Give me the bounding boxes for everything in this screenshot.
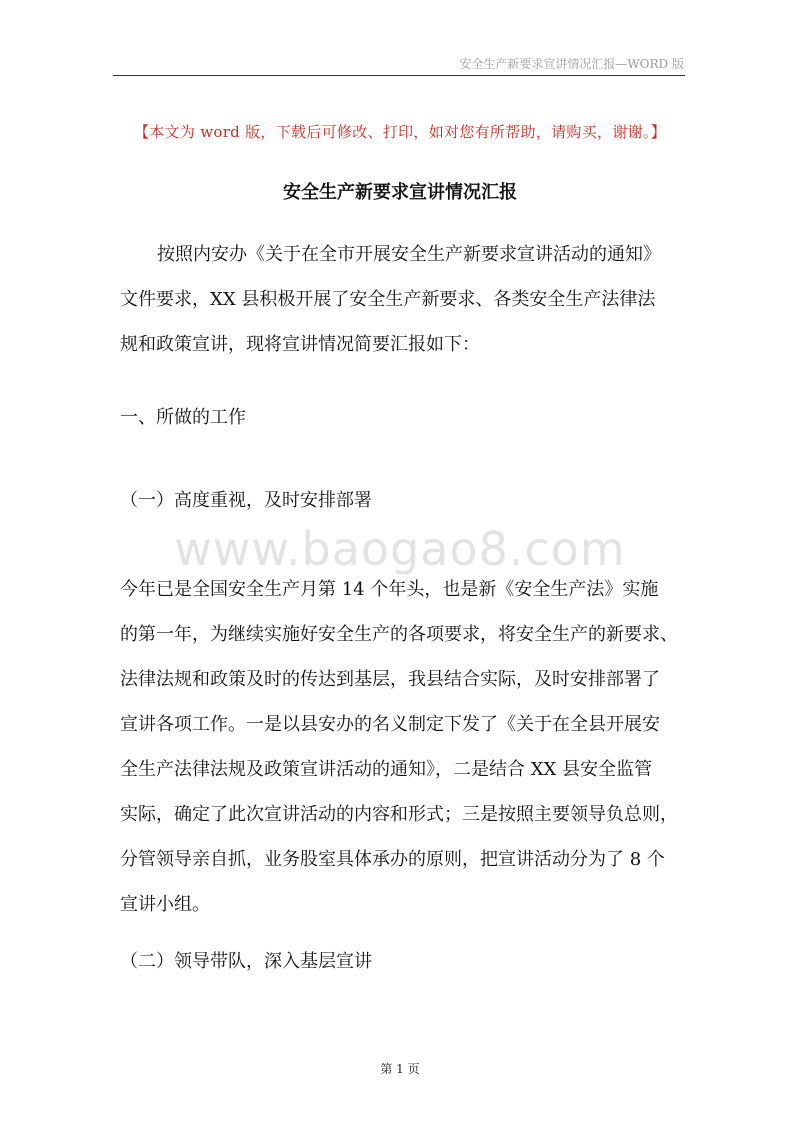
body-line: 的第一年，为继续实施好安全生产的各项要求，将安全生产的新要求、 [120,624,678,645]
download-notice: 【本文为 word 版，下载后可修改、打印，如对您有所帮助，请购买，谢谢。】 [133,123,667,141]
intro-line: 规和政策宣讲，现将宣讲情况简要汇报如下： [120,334,480,355]
watermark: www.baogao8.com [174,522,626,576]
body-line: 法律法规和政策及时的传达到基层，我县结合实际，及时安排部署了 [120,669,660,690]
header-divider [113,75,685,76]
body-line: 宣讲各项工作。一是以县安办的名义制定下发了《关于在全县开展安 [120,714,660,735]
page-number: 第 1 页 [380,1062,420,1076]
intro-paragraph [120,232,685,367]
intro-line: 按照内安办《关于在全市开展安全生产新要求宣讲活动的通知》 [157,244,661,265]
intro-line: 文件要求，XX 县积极开展了安全生产新要求、各类安全生产法律法 [120,289,656,310]
subsection-heading-1: （一）高度重视，及时安排部署 [120,490,372,511]
body-line: 今年已是全国安全生产月第 14 个年头，也是新《安全生产法》实施 [120,579,659,600]
running-header-title: 安全生产新要求宣讲情况汇报—WORD 版 [459,57,684,71]
subsection-heading-2: （二）领导带队，深入基层宣讲 [120,951,372,972]
section-heading-1: 一、所做的工作 [120,407,246,428]
body-line: 宣讲小组。 [120,894,210,915]
body-line: 全生产法律法规及政策宣讲活动的通知》，二是结合 XX 县安全监管 [120,759,653,780]
body-paragraph [120,567,685,927]
document-title: 安全生产新要求宣讲情况汇报 [283,182,517,203]
body-line: 实际，确定了此次宣讲活动的内容和形式；三是按照主要领导负总则， [120,804,678,825]
body-line: 分管领导亲自抓，业务股室具体承办的原则，把宣讲活动分为了 8 个 [120,849,665,870]
